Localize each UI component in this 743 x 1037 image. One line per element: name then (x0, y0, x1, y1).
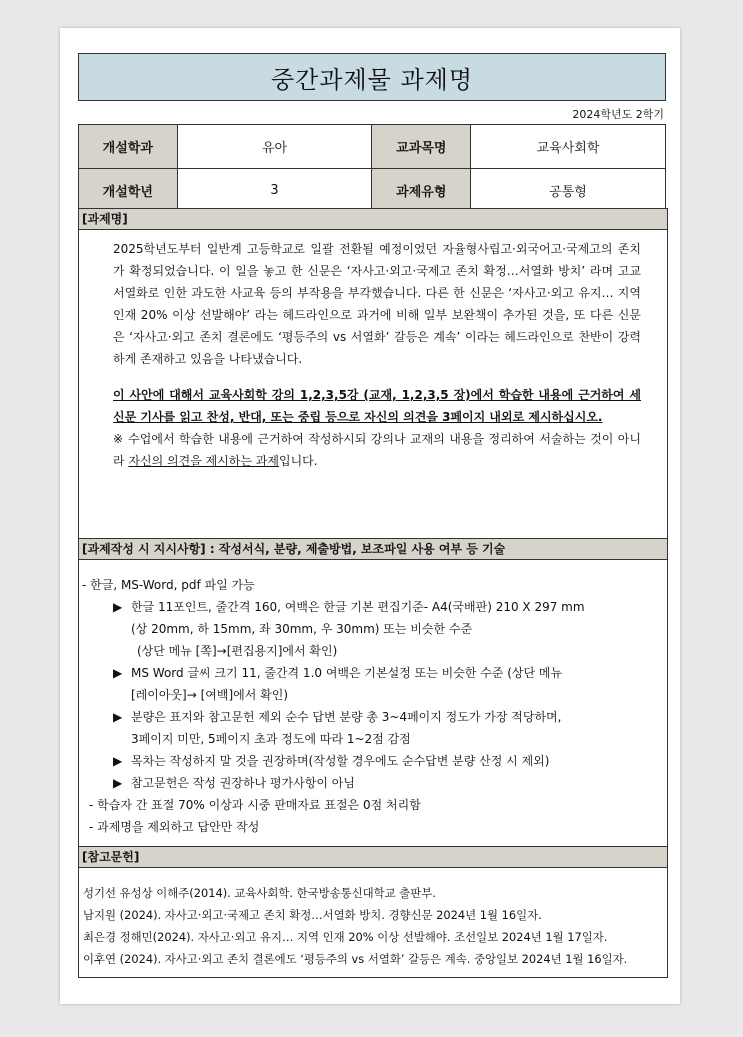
semester-label: 2024학년도 2학기 (572, 108, 664, 121)
note-text: ※ 수업에서 학습한 내용에 근거하여 작성하시되 강의나 교재의 내용을 정리하여 서술하는 것이 아니라 (113, 432, 641, 468)
bullet-line: (상단 메뉴 [쪽]→[편집용지]에서 확인) (137, 644, 338, 658)
reference-item: 이후연 (2024). 자사고·외고 존치 결론에도 ‘평등주의 vs 서열화’ 갈등은 계속. 중앙일보 2024년 1월 16일자. (83, 952, 628, 966)
type-label: 과제유형 (372, 169, 471, 213)
plagiarism-item: - 학습자 간 표절 70% 이상과 시중 판매자료 표절은 0점 처리함 (89, 798, 421, 812)
references-heading: [참고문헌] (79, 847, 667, 868)
year-value: 3 (177, 169, 372, 213)
course-info-table (78, 124, 666, 213)
subject-value: 교육사회학 (471, 125, 666, 169)
bullet-line: MS Word 글씨 크기 11, 줄간격 1.0 여백은 기본설정 또는 비슷한 수준 (상단 메뉴 (131, 666, 563, 680)
bullet-line: 참고문헌은 작성 권장하나 평가사항이 아님 (131, 776, 355, 790)
list-item (79, 772, 667, 794)
bullet-line: 분량은 표지와 참고문헌 제외 순수 답변 분량 총 3~4페이지 정도가 가장 적당하며, (131, 710, 562, 724)
reference-item: 최은경 정해민(2024). 자사고·외고 유지… 지역 인재 20% 이상 선발해야. 조선일보 2024년 1월 17일자. (83, 930, 608, 944)
answer-only-item: - 과제명을 제외하고 답안만 작성 (89, 820, 260, 834)
list-item (79, 706, 667, 750)
dept-value: 유아 (177, 125, 372, 169)
list-item (79, 750, 667, 772)
reference-item: 남지원 (2024). 자사고·외고·국제고 존치 확정…서열화 방치. 경향신문 2024년 1월 16일자. (83, 908, 542, 922)
requirements-section (78, 538, 668, 847)
requirements-heading: [과제작성 시 지시사항] : 작성서식, 분량, 제출방법, 보조파일 사용 여부 등 기술 (79, 539, 667, 560)
assignment-heading: [과제명] (79, 209, 667, 230)
triangle-bullet-icon: ▶ (113, 600, 123, 614)
references-section (78, 846, 668, 978)
note-underlined: 자신의 의견을 제시하는 과제 (128, 454, 279, 468)
subject-label: 교과목명 (372, 125, 471, 169)
triangle-bullet-icon: ▶ (113, 710, 123, 724)
assignment-paragraph: 2025학년도부터 일반계 고등학교로 일괄 전환될 예정이었던 자율형사립고·외국어고·국제고의 존치가 확정되었습니다. 이 일을 놓고 한 신문은 ‘자사고·외고·국제고 존치 확정…서열화 방치’ 라며 고교서열화로 인한 과도한 사교육 등의 부작용을 부각했습니다. 다른 한 신문은 ‘자사고·외고 유지… 지역 인재 20% 이상 선발해야’ 라는 헤드라인으로 과거에 비해 일부 보완책이 추가된 것을, 또 다른 신문은 ‘자사고·외고 존치 결론에도 ‘평등주의 vs 서열화’ 갈등은 계속’ 이라는 헤드라인으로 찬반이 강력하게 존재하고 있음을 나타냈습니다. (113, 242, 641, 366)
triangle-bullet-icon: ▶ (113, 666, 123, 680)
type-value: 공통형 (471, 169, 666, 213)
year-label: 개설학년 (79, 169, 178, 213)
document-page (60, 28, 680, 1004)
bullet-line: 목차는 작성하지 말 것을 권장하며(작성할 경우에도 순수답변 분량 산정 시 제외) (131, 754, 550, 768)
triangle-bullet-icon: ▶ (113, 754, 123, 768)
dept-label: 개설학과 (79, 125, 178, 169)
document-title: 중간과제물 과제명 (78, 53, 666, 101)
bullet-line: 3페이지 미만, 5페이지 초과 정도에 따라 1~2점 감점 (131, 732, 411, 746)
file-format-item: - 한글, MS-Word, pdf 파일 가능 (82, 578, 255, 592)
bullet-line: [레이아웃]→ [여백]에서 확인) (131, 688, 289, 702)
bullet-line: 한글 11포인트, 줄간격 160, 여백은 한글 기본 편집기준- A4(국배판) 210 X 297 mm (131, 600, 585, 614)
triangle-bullet-icon: ▶ (113, 776, 123, 790)
note-end: 입니다. (278, 454, 318, 468)
assignment-note (79, 428, 667, 472)
assignment-instruction: 이 사안에 대해서 교육사회학 강의 1,2,3,5강 (교재, 1,2,3,5 장)에서 학습한 내용에 근거하여 세 신문 기사를 읽고 찬성, 반대, 또는 중립 등으로 자신의 의견을 3페이지 내외로 제시하십시오. (113, 388, 641, 424)
assignment-section (78, 208, 668, 539)
list-item (79, 662, 667, 706)
bullet-line: (상 20mm, 하 15mm, 좌 30mm, 우 30mm) 또는 비슷한 수준 (131, 622, 473, 636)
list-item (79, 596, 667, 662)
reference-item: 성기선 유성상 이해주(2014). 교육사회학. 한국방송통신대학교 출판부. (83, 886, 436, 900)
